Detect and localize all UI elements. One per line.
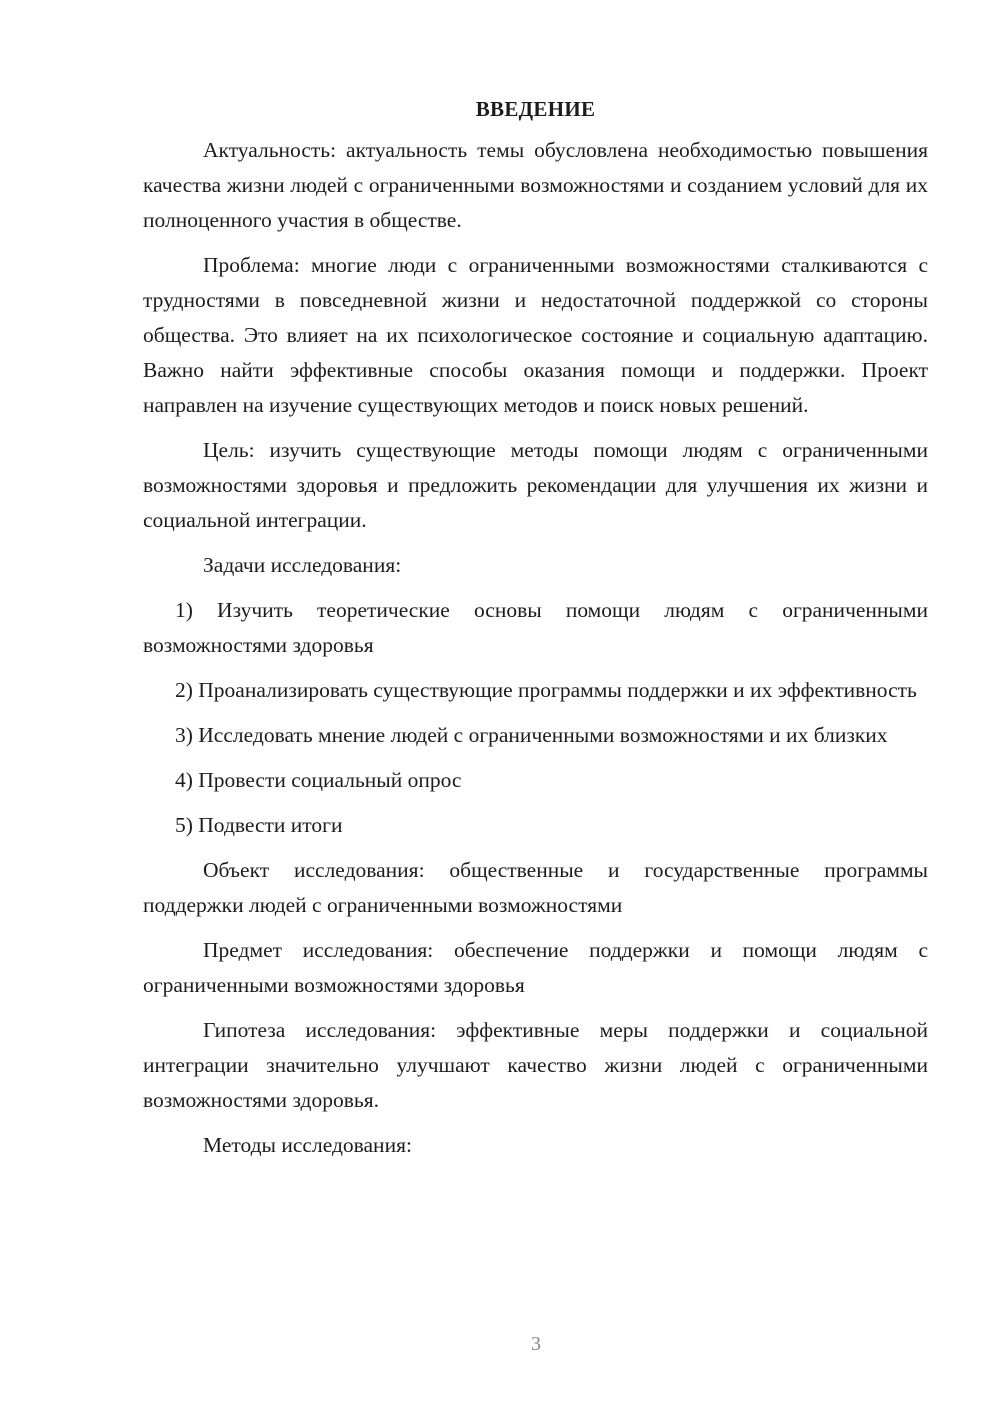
tasks-label: Задачи исследования: <box>203 553 402 577</box>
document-page <box>143 95 928 1173</box>
subject-paragraph: Предмет исследования: обеспечение поддержки и помощи людям с ограниченными возможностями здоровья <box>143 938 928 997</box>
task-item: 3) Исследовать мнение людей с ограниченными возможностями и их близких <box>175 723 888 747</box>
problem-paragraph: Проблема: многие люди с ограниченными возможностями сталкиваются с трудностями в повседневной жизни и недостаточной поддержкой со стороны общества. Это влияет на их психологическое состояние и социальную адаптацию. Важно найти эффективные способы оказания помощи и поддержки. Проект направлен на изучение существующих методов и поиск новых решений. <box>143 253 928 417</box>
methods-label: Методы исследования: <box>203 1133 412 1157</box>
goal-paragraph: Цель: изучить существующие методы помощи людям с ограниченными возможностями здоровья и предложить рекомендации для улучшения их жизни и социальной интеграции. <box>143 438 928 532</box>
relevance-paragraph: Актуальность: актуальность темы обусловлена необходимостью повышения качества жизни людей с ограниченными возможностями и созданием условий для их полноценного участия в обществе. <box>143 138 928 232</box>
object-paragraph: Объект исследования: общественные и государственные программы поддержки людей с ограниченными возможностями <box>143 858 928 917</box>
hypothesis-paragraph: Гипотеза исследования: эффективные меры поддержки и социальной интеграции значительно улучшают качество жизни людей с ограниченными возможностями здоровья. <box>143 1018 928 1112</box>
task-item: 4) Провести социальный опрос <box>175 768 462 792</box>
page-title: ВВЕДЕНИЕ <box>475 97 596 121</box>
page-number: 3 <box>531 1333 541 1355</box>
task-item: 5) Подвести итоги <box>175 813 343 837</box>
task-item: 2) Проанализировать существующие программы поддержки и их эффективность <box>175 678 917 702</box>
task-item: 1) Изучить теоретические основы помощи людям с ограниченными возможностями здоровья <box>143 598 928 657</box>
